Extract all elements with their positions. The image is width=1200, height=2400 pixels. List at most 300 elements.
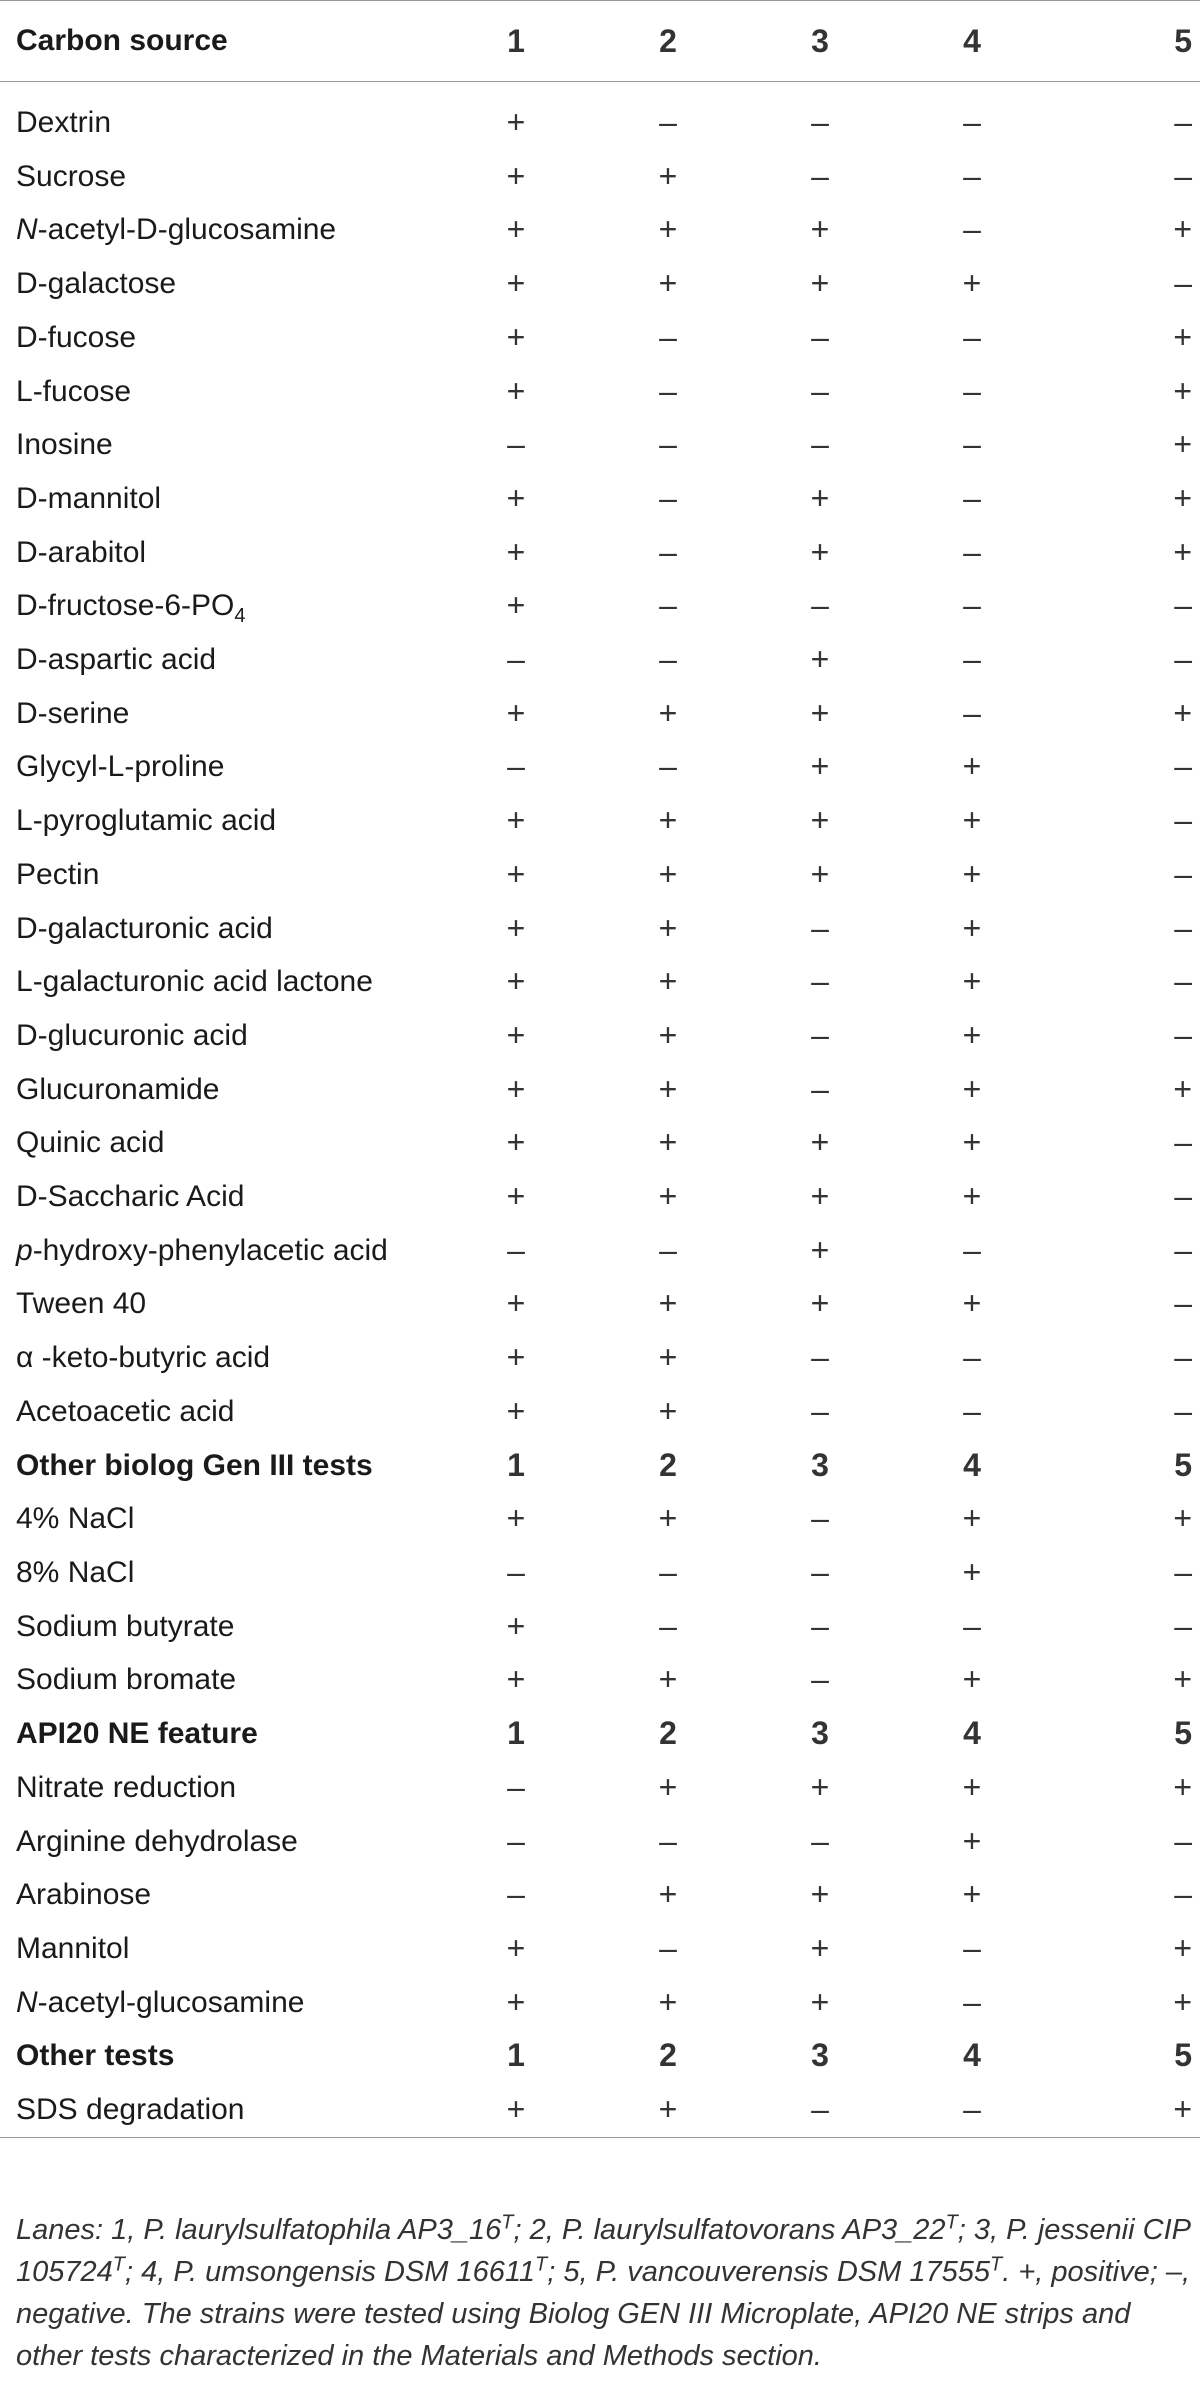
section-header-row <box>0 2029 1200 2083</box>
result-cell: – <box>1174 587 1192 624</box>
label-part: D <box>16 1018 38 1052</box>
result-cell: + <box>810 641 830 678</box>
result-cell: – <box>1174 802 1192 839</box>
result-cell: + <box>658 1500 678 1537</box>
header-cell: Carbon source <box>16 24 228 57</box>
result-cell: + <box>506 587 526 624</box>
result-cell: + <box>1173 2091 1192 2128</box>
table-row <box>0 1385 1200 1439</box>
result-cell: + <box>506 1983 526 2020</box>
result-cell: – <box>659 104 677 140</box>
table-header-row <box>0 1 1200 82</box>
result-cell: – <box>811 1822 829 1859</box>
table-row <box>0 1761 1200 1815</box>
table-row <box>0 794 1200 848</box>
result-cell: – <box>811 1661 829 1698</box>
label-part: L <box>16 804 33 838</box>
section-col-header: 2 <box>659 2037 677 2074</box>
label-part: D <box>16 643 38 677</box>
result-cell: – <box>811 963 829 1000</box>
row-label: D-galacturonic acid <box>16 911 273 945</box>
section-title: Other biolog Gen III tests <box>16 1448 373 1482</box>
result-cell: + <box>962 748 982 785</box>
label-part: D <box>16 481 38 515</box>
result-cell: – <box>963 2091 981 2128</box>
row-label: Pectin <box>16 857 100 891</box>
result-cell: + <box>506 963 526 1000</box>
table-row <box>0 1063 1200 1117</box>
result-cell: – <box>659 1822 677 1859</box>
result-cell: – <box>659 748 677 785</box>
footnote-text: Lanes: 1, P. laurylsulfatophila AP3_16 <box>16 2214 502 2246</box>
result-cell: – <box>659 426 677 463</box>
result-cell: + <box>962 1661 982 1698</box>
result-cell: – <box>1174 1016 1192 1053</box>
result-cell: + <box>962 1876 982 1913</box>
result-cell: + <box>810 1124 830 1161</box>
result-cell: + <box>658 855 678 892</box>
table-row <box>0 579 1200 633</box>
result-cell: + <box>1173 318 1192 355</box>
table-row <box>0 150 1200 204</box>
result-cell: + <box>810 802 830 839</box>
section-col-header: 3 <box>811 1446 829 1483</box>
section-col-header: 2 <box>659 1715 677 1752</box>
footnote-text: ; 2, P. laurylsulfatovorans AP3_22 <box>513 2214 946 2246</box>
result-cell: + <box>962 1070 982 1107</box>
result-cell: + <box>658 1392 678 1429</box>
label-part: D <box>16 267 38 301</box>
header-cell: 1 <box>507 23 525 59</box>
result-cell: – <box>1174 1124 1192 1161</box>
result-cell: + <box>962 963 982 1000</box>
result-cell: + <box>506 479 526 516</box>
result-cell: + <box>810 211 830 248</box>
row-label: D-mannitol <box>16 481 162 515</box>
result-cell: + <box>658 1339 678 1376</box>
table-row <box>0 633 1200 687</box>
row-label: Mannitol <box>16 1931 130 1965</box>
result-cell: – <box>659 1607 677 1644</box>
result-cell: + <box>1173 1983 1192 2020</box>
result-cell: + <box>962 1768 982 1805</box>
result-cell: + <box>1173 372 1192 409</box>
section-col-header: 3 <box>811 1715 829 1752</box>
row-label: Arginine dehydrolase <box>16 1824 298 1858</box>
result-cell: + <box>658 2091 678 2128</box>
result-cell: + <box>506 802 526 839</box>
footnote-sup: T <box>535 2253 548 2276</box>
result-cell: + <box>1173 533 1192 570</box>
section-col-header: 2 <box>659 1446 677 1483</box>
label-part: N <box>16 213 38 247</box>
result-cell: + <box>1173 1070 1192 1107</box>
result-cell: – <box>1174 1607 1192 1644</box>
result-cell: – <box>963 694 981 731</box>
row-label: SDS degradation <box>16 2093 245 2127</box>
result-cell: + <box>506 1016 526 1053</box>
footnote-sup: T <box>501 2211 514 2234</box>
result-cell: + <box>658 211 678 248</box>
result-cell: + <box>506 1500 526 1537</box>
table-row <box>0 687 1200 741</box>
result-cell: + <box>1173 479 1192 516</box>
section-header-row <box>0 1439 1200 1493</box>
result-cell: – <box>811 587 829 624</box>
result-cell: – <box>963 104 981 140</box>
footnote-sup: T <box>945 2211 958 2234</box>
section-col-header: 1 <box>507 1715 525 1752</box>
section-col-header: 5 <box>1174 2037 1192 2074</box>
result-cell: – <box>811 1070 829 1107</box>
row-label: Inosine <box>16 428 113 462</box>
spacer-row <box>0 82 1200 97</box>
result-cell: – <box>811 157 829 194</box>
row-label: Sodium bromate <box>16 1663 237 1697</box>
result-cell: – <box>963 1929 981 1966</box>
result-cell: + <box>506 157 526 194</box>
row-label: Sodium butyrate <box>16 1609 235 1643</box>
result-cell: + <box>506 211 526 248</box>
result-cell: + <box>1173 211 1192 248</box>
result-cell: + <box>658 1070 678 1107</box>
label-part: L <box>16 374 33 408</box>
result-cell: + <box>506 1285 526 1322</box>
result-cell: – <box>659 641 677 678</box>
table-row <box>0 955 1200 1009</box>
result-cell: – <box>811 1392 829 1429</box>
result-cell: – <box>659 533 677 570</box>
result-cell: – <box>507 748 525 785</box>
table-row <box>0 1170 1200 1224</box>
result-cell: – <box>811 1607 829 1644</box>
label-part: N <box>16 1985 38 2019</box>
row-label: D-arabitol <box>16 535 147 569</box>
result-cell: + <box>1173 1768 1192 1805</box>
result-cell: + <box>506 1607 526 1644</box>
result-cell: – <box>659 372 677 409</box>
result-cell: + <box>810 1768 830 1805</box>
table-row <box>0 311 1200 365</box>
result-cell: – <box>1174 963 1192 1000</box>
section-col-header: 5 <box>1174 1446 1192 1483</box>
result-cell: + <box>962 1178 982 1215</box>
result-cell: + <box>658 1768 678 1805</box>
result-cell: – <box>507 1553 525 1590</box>
result-cell: + <box>506 1929 526 1966</box>
label-part: D <box>16 1180 38 1214</box>
result-cell: – <box>963 157 981 194</box>
table-row <box>0 740 1200 794</box>
row-label: Sucrose <box>16 159 127 193</box>
row-label: D-aspartic acid <box>16 643 217 677</box>
row-label: 8% NaCl <box>16 1555 135 1589</box>
result-cell: – <box>963 479 981 516</box>
section-col-header: 5 <box>1174 1715 1192 1752</box>
table-row <box>0 1546 1200 1600</box>
result-cell: – <box>659 318 677 355</box>
result-cell: – <box>811 1500 829 1537</box>
result-cell: – <box>507 641 525 678</box>
result-cell: – <box>811 104 829 140</box>
result-cell: + <box>962 1285 982 1322</box>
table-row <box>0 1600 1200 1654</box>
row-label: L-galacturonic acid lactone <box>16 965 373 999</box>
result-cell: – <box>963 318 981 355</box>
result-cell: + <box>962 1500 982 1537</box>
result-cell: – <box>507 1768 525 1805</box>
row-label: Tween 40 <box>16 1287 147 1321</box>
label-part: p <box>16 1233 33 1267</box>
result-cell: – <box>963 1983 981 2020</box>
result-cell: + <box>962 909 982 946</box>
result-cell: – <box>1174 641 1192 678</box>
label-part: L <box>107 750 125 784</box>
result-cell: – <box>659 1231 677 1268</box>
table-row <box>0 1277 1200 1331</box>
row-label: Acetoacetic acid <box>16 1394 235 1428</box>
result-cell: – <box>659 479 677 516</box>
section-title: Other tests <box>16 2039 175 2073</box>
row-label: D-fucose <box>16 320 137 354</box>
result-cell: + <box>658 265 678 302</box>
result-cell: + <box>658 1124 678 1161</box>
header-cell: 3 <box>811 23 829 59</box>
result-cell: + <box>658 1876 678 1913</box>
result-cell: + <box>658 909 678 946</box>
table-row <box>0 1331 1200 1385</box>
table-row <box>0 418 1200 472</box>
result-cell: + <box>658 1178 678 1215</box>
footnote-text: ; 4, P. umsongensis DSM 16611 <box>125 2256 535 2288</box>
result-cell: – <box>963 1231 981 1268</box>
label-part: L <box>16 965 33 999</box>
table-row <box>0 203 1200 257</box>
result-cell: + <box>658 157 678 194</box>
result-cell: – <box>1174 1178 1192 1215</box>
header-cell: 5 <box>1174 23 1192 59</box>
footnote-text: ; 3, P. jessenii CIP 105724 <box>16 2214 1190 2288</box>
row-label: L-fucose <box>16 374 132 408</box>
result-cell: + <box>810 855 830 892</box>
result-cell: + <box>506 1392 526 1429</box>
row-label: 4% NaCl <box>16 1502 135 1536</box>
result-cell: – <box>1174 1392 1192 1429</box>
result-cell: + <box>810 748 830 785</box>
row-label: D-Saccharic Acid <box>16 1180 245 1214</box>
result-cell: – <box>811 1016 829 1053</box>
result-cell: – <box>1174 748 1192 785</box>
result-cell: + <box>962 1124 982 1161</box>
result-cell: – <box>507 1822 525 1859</box>
result-cell: + <box>506 372 526 409</box>
result-cell: + <box>962 1822 982 1859</box>
section-header-row <box>0 1707 1200 1761</box>
result-cell: – <box>811 909 829 946</box>
result-cell: – <box>811 1553 829 1590</box>
table-row <box>0 902 1200 956</box>
table-row <box>0 96 1200 150</box>
result-cell: – <box>1174 855 1192 892</box>
result-cell: – <box>1174 909 1192 946</box>
result-cell: – <box>659 1553 677 1590</box>
table-row <box>0 1116 1200 1170</box>
result-cell: + <box>1173 1500 1192 1537</box>
result-cell: – <box>963 641 981 678</box>
result-cell: – <box>659 1929 677 1966</box>
result-cell: + <box>506 855 526 892</box>
result-cell: + <box>506 1070 526 1107</box>
result-cell: + <box>810 1983 830 2020</box>
row-label: Arabinose <box>16 1878 152 1912</box>
result-cell: + <box>810 1876 830 1913</box>
table-row <box>0 365 1200 419</box>
section-col-header: 4 <box>963 2037 981 2074</box>
result-cell: + <box>506 1124 526 1161</box>
row-label: Nitrate reduction <box>16 1770 237 1804</box>
result-cell: + <box>658 1661 678 1698</box>
result-cell: – <box>811 2091 829 2128</box>
row-label: L-pyroglutamic acid <box>16 804 277 838</box>
result-cell: + <box>658 963 678 1000</box>
result-cell: + <box>506 2091 526 2128</box>
result-cell: – <box>963 372 981 409</box>
row-label: Glycyl-L-proline <box>16 750 225 784</box>
result-cell: + <box>810 1929 830 1966</box>
subscript: 4 <box>234 605 246 628</box>
row-label: N-acetyl-glucosamine <box>16 1985 305 2019</box>
result-cell: + <box>506 1661 526 1698</box>
result-cell: + <box>962 1016 982 1053</box>
result-cell: – <box>1174 1822 1192 1859</box>
label-part: D <box>16 320 38 354</box>
result-cell: + <box>658 1016 678 1053</box>
table-row <box>0 1653 1200 1707</box>
table-row <box>0 1009 1200 1063</box>
label-part: D <box>16 911 38 945</box>
spacer-cell <box>0 82 1200 97</box>
result-cell: – <box>1174 104 1192 140</box>
section-col-header: 4 <box>963 1446 981 1483</box>
section-col-header: 3 <box>811 2037 829 2074</box>
result-cell: + <box>506 909 526 946</box>
footnote-text: ; 5, P. vancouverensis DSM 17555 <box>547 2256 990 2288</box>
result-cell: – <box>1174 1553 1192 1590</box>
result-cell: + <box>810 479 830 516</box>
result-cell: – <box>811 372 829 409</box>
result-cell: + <box>506 533 526 570</box>
table-row <box>0 1922 1200 1976</box>
result-cell: – <box>507 1876 525 1913</box>
result-cell: + <box>962 802 982 839</box>
table-row <box>0 1815 1200 1869</box>
row-label: α -keto-butyric acid <box>16 1341 271 1375</box>
footnote-text: . +, positive; –, negative. The strains were tested using Biolog GEN III Microplate, API20 NE strips and other tests characterized in the Materials and Methods section. <box>16 2256 1191 2372</box>
result-cell: + <box>962 1553 982 1590</box>
result-cell: + <box>1173 1661 1192 1698</box>
result-cell: – <box>963 426 981 463</box>
row-label: D-serine <box>16 696 130 730</box>
result-cell: + <box>658 694 678 731</box>
section-col-header: 1 <box>507 2037 525 2074</box>
result-cell: + <box>658 1983 678 2020</box>
row-label: $D-fructose-6-PO_4$ <box>16 589 246 628</box>
result-cell: – <box>963 1339 981 1376</box>
result-cell: + <box>506 1178 526 1215</box>
table-row <box>0 1976 1200 2030</box>
table-row <box>0 848 1200 902</box>
result-cell: – <box>1174 157 1192 194</box>
result-cell: + <box>506 318 526 355</box>
result-cell: + <box>962 265 982 302</box>
result-cell: – <box>811 1339 829 1376</box>
result-cell: + <box>506 265 526 302</box>
result-cell: + <box>658 1285 678 1322</box>
result-cell: + <box>506 1339 526 1376</box>
result-cell: – <box>659 587 677 624</box>
result-cell: + <box>810 1178 830 1215</box>
result-cell: – <box>811 318 829 355</box>
footnote-sup: T <box>990 2253 1003 2276</box>
result-cell: – <box>963 1392 981 1429</box>
result-cell: – <box>963 533 981 570</box>
result-cell: – <box>1174 1339 1192 1376</box>
row-label: N-acetyl-D-glucosamine <box>16 213 337 247</box>
row-label: D-glucuronic acid <box>16 1018 248 1052</box>
result-cell: – <box>811 426 829 463</box>
result-cell: + <box>810 694 830 731</box>
footnote-sup: T <box>112 2253 125 2276</box>
table-row <box>0 257 1200 311</box>
label-part: D <box>16 589 38 623</box>
section-title: API20 NE feature <box>16 1717 258 1751</box>
table-row <box>0 1492 1200 1546</box>
header-cell: 2 <box>659 23 677 59</box>
result-cell: – <box>963 587 981 624</box>
table-row <box>0 2083 1200 2137</box>
result-cell: + <box>810 1285 830 1322</box>
result-cell: + <box>810 265 830 302</box>
result-cell: – <box>1174 1285 1192 1322</box>
header-cell: 4 <box>963 23 981 59</box>
result-cell: – <box>1174 1231 1192 1268</box>
row-label: D-galactose <box>16 267 177 301</box>
result-cell: + <box>962 855 982 892</box>
table-row <box>0 1224 1200 1278</box>
row-label: Quinic acid <box>16 1126 165 1160</box>
result-cell: + <box>810 1231 830 1268</box>
result-cell: – <box>507 1231 525 1268</box>
table-row <box>0 526 1200 580</box>
table-row <box>0 472 1200 526</box>
result-cell: – <box>963 211 981 248</box>
label-part: D <box>16 535 38 569</box>
result-cell: + <box>810 533 830 570</box>
row-label: p-hydroxy-phenylacetic acid <box>16 1233 388 1267</box>
row-label: Dextrin <box>16 106 112 139</box>
table-body <box>0 1 1200 2138</box>
result-cell: + <box>506 694 526 731</box>
table-footnote <box>16 2209 1191 2377</box>
result-cell: + <box>1173 1929 1192 1966</box>
result-cell: + <box>1173 694 1192 731</box>
section-col-header: 4 <box>963 1715 981 1752</box>
result-cell: – <box>963 1607 981 1644</box>
result-cell: + <box>506 104 526 140</box>
result-cell: – <box>507 426 525 463</box>
label-part: D <box>16 696 38 730</box>
result-cell: + <box>658 802 678 839</box>
